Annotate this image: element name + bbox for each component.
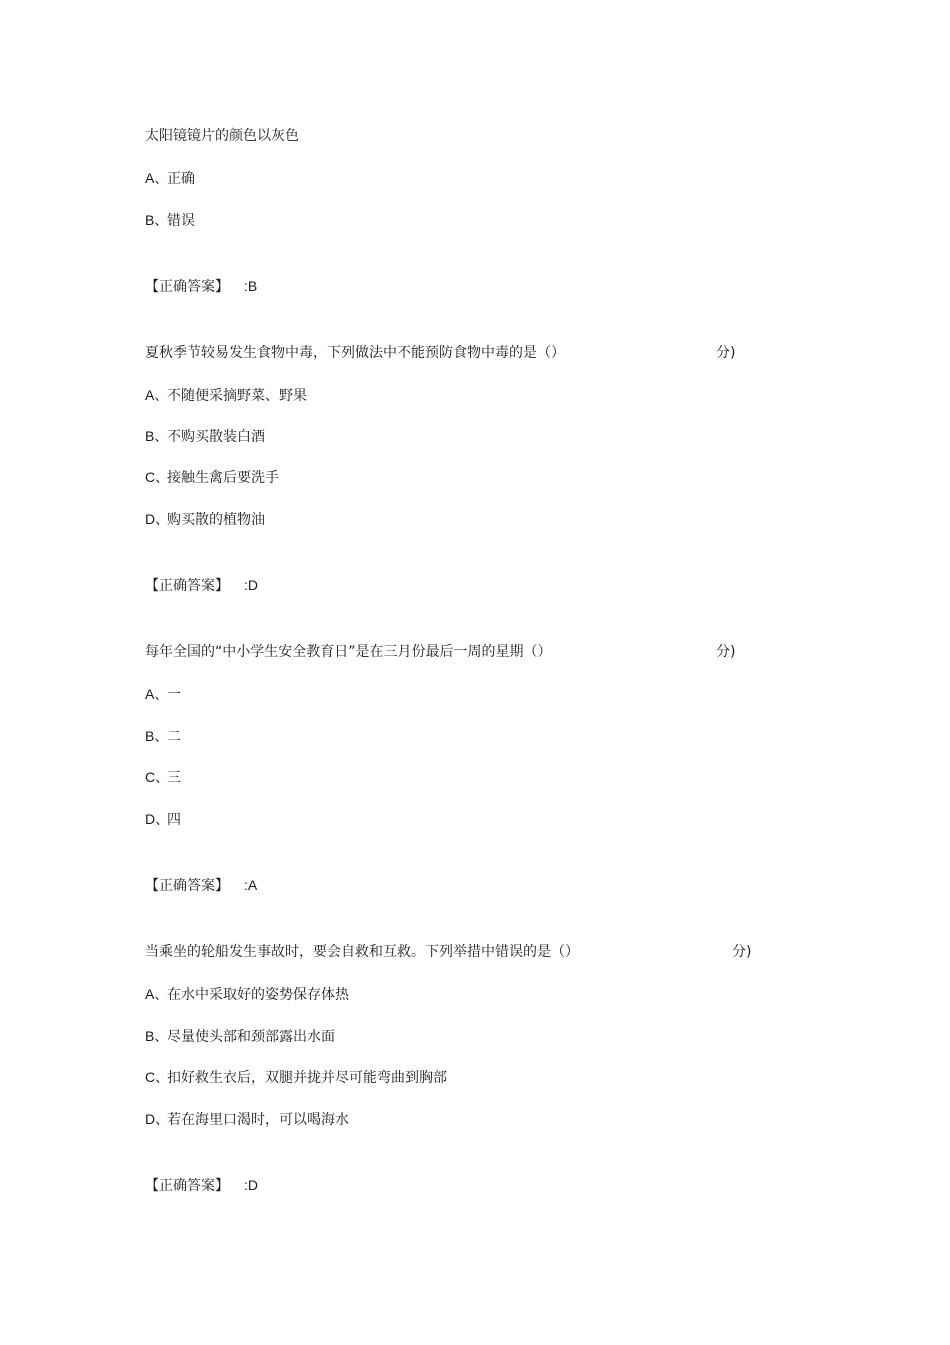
question-1-answer <box>145 277 257 296</box>
option-text: 三 <box>167 770 181 786</box>
question-1-option-b <box>145 211 195 230</box>
option-letter: D、 <box>145 1111 170 1127</box>
answer-label: 【正确答案】 <box>145 1178 229 1194</box>
question-4-score: 分) <box>732 944 752 960</box>
question-4-option-c <box>145 1068 447 1087</box>
question-3-answer <box>145 876 257 895</box>
option-text: 正确 <box>167 171 195 187</box>
option-text: 若在海里口渴时，可以喝海水 <box>167 1112 349 1128</box>
question-1-stem: 太阳镜镜片的颜色以灰色 <box>145 128 299 144</box>
answer-value: :B <box>244 278 258 294</box>
option-letter: B、 <box>145 1028 169 1044</box>
answer-label: 【正确答案】 <box>145 279 229 295</box>
question-2-option-d <box>145 510 265 529</box>
option-text: 一 <box>167 687 181 703</box>
option-letter: D、 <box>145 811 170 827</box>
question-2-option-c <box>145 468 279 487</box>
question-4-option-d <box>145 1110 349 1129</box>
option-text: 二 <box>167 729 181 745</box>
question-2-stem: 夏秋季节较易发生食物中毒，下列做法中不能预防食物中毒的是（） <box>145 345 565 361</box>
option-text: 错误 <box>167 213 195 229</box>
question-3-stem: 每年全国的“中小学生安全教育日”是在三月份最后一周的星期（） <box>145 644 552 660</box>
question-2-answer <box>145 576 258 595</box>
option-text: 尽量使头部和颈部露出水面 <box>167 1029 335 1045</box>
answer-value: :D <box>244 1177 258 1193</box>
question-3-score: 分) <box>716 644 736 660</box>
question-3-option-b <box>145 727 181 746</box>
option-letter: C、 <box>145 769 170 785</box>
question-4-option-b <box>145 1027 335 1046</box>
answer-value: :A <box>244 877 258 893</box>
question-3-option-c <box>145 768 181 787</box>
option-text: 接触生禽后要洗手 <box>167 470 279 486</box>
option-text: 在水中采取好的姿势保存体热 <box>167 987 349 1003</box>
question-2-option-b <box>145 427 265 446</box>
question-4-option-a <box>145 985 349 1004</box>
question-3-option-a <box>145 685 181 704</box>
option-letter: B、 <box>145 728 169 744</box>
option-text: 不购买散装白酒 <box>167 429 265 445</box>
answer-label: 【正确答案】 <box>145 578 229 594</box>
option-text: 四 <box>167 812 181 828</box>
option-letter: A、 <box>145 170 169 186</box>
option-text: 购买散的植物油 <box>167 512 265 528</box>
question-2-option-a <box>145 386 307 405</box>
question-4-answer <box>145 1176 258 1195</box>
option-letter: A、 <box>145 986 169 1002</box>
option-letter: C、 <box>145 469 170 485</box>
question-2-score: 分) <box>716 345 736 361</box>
question-4-stem: 当乘坐的轮船发生事故时，要会自救和互救。下列举措中错误的是（） <box>145 944 579 960</box>
answer-label: 【正确答案】 <box>145 878 229 894</box>
question-1-option-a <box>145 169 195 188</box>
option-letter: B、 <box>145 212 169 228</box>
option-letter: C、 <box>145 1069 170 1085</box>
option-letter: A、 <box>145 686 169 702</box>
option-text: 不随便采摘野菜、野果 <box>167 388 307 404</box>
option-letter: A、 <box>145 387 169 403</box>
question-3-option-d <box>145 810 181 829</box>
option-text: 扣好救生衣后，双腿并拢并尽可能弯曲到胸部 <box>167 1070 447 1086</box>
option-letter: B、 <box>145 428 169 444</box>
answer-value: :D <box>244 577 258 593</box>
option-letter: D、 <box>145 511 170 527</box>
